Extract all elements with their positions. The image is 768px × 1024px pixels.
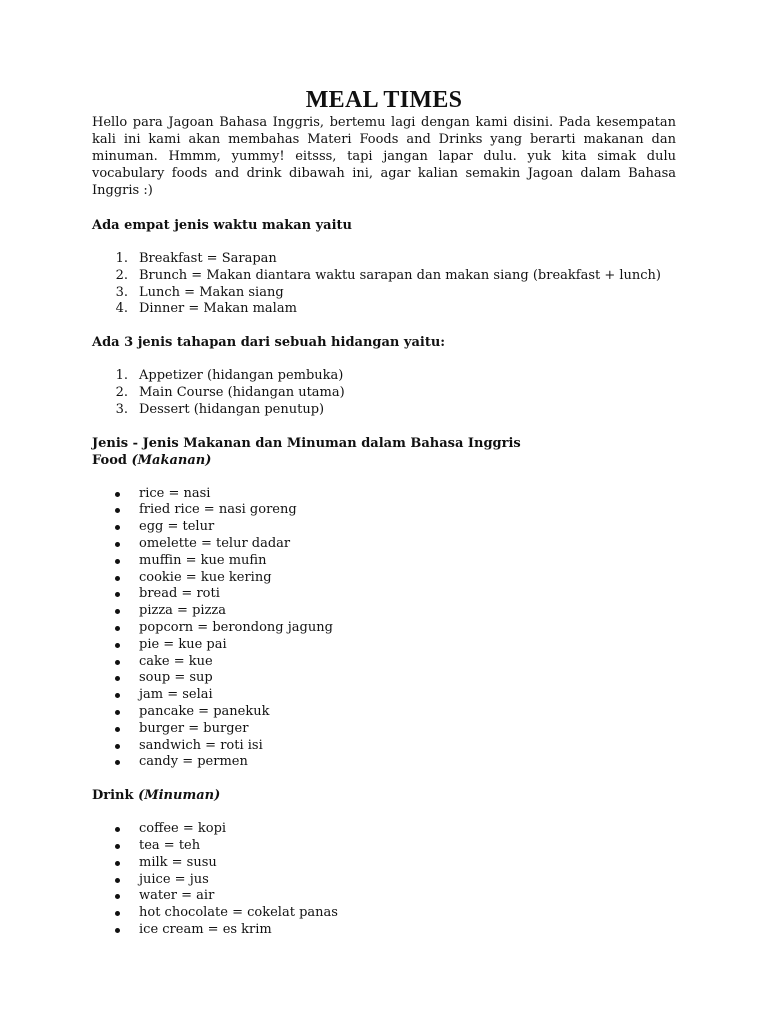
list-item-text: hot chocolate = cokelat panas bbox=[139, 905, 338, 921]
list-item-text: cake = kue bbox=[139, 653, 213, 669]
intro-paragraph: Hello para Jagoan Bahasa Inggris, bertemu lagi dengan kami disini. Pada kesempatan kali ini kami akan membahas Materi Foods and Drinks yang berarti makanan dan minuman. Hmmm, yummy! eitsss, tapi jangan lapar dulu. yuk kita simak dulu vocabulary foods and drink dibawah ini, agar kalian semakin Jagoan dalam Bahasa Inggris :) bbox=[92, 115, 676, 198]
list-item-text: milk = susu bbox=[139, 854, 217, 870]
food-heading-label: Food bbox=[92, 452, 127, 468]
list-item bbox=[92, 905, 676, 922]
bullet-icon bbox=[115, 710, 120, 715]
food-heading bbox=[92, 452, 676, 469]
list-item bbox=[92, 654, 676, 671]
list-item-text: water = air bbox=[139, 888, 215, 904]
list-item-text: Brunch = Makan diantara waktu sarapan dan makan siang (breakfast + lunch) bbox=[139, 267, 662, 283]
page-title: MEAL TIMES bbox=[305, 87, 463, 113]
bullet-icon bbox=[115, 878, 120, 883]
food-heading-translation: (Makanan) bbox=[131, 452, 212, 468]
spacer bbox=[92, 419, 676, 435]
list-item-text: sandwich = roti isi bbox=[139, 737, 263, 753]
list-item bbox=[92, 687, 676, 704]
list-item bbox=[92, 637, 676, 654]
list-item bbox=[92, 536, 676, 553]
meal-times-heading: Ada empat jenis waktu makan yaitu bbox=[92, 218, 352, 233]
food-list bbox=[92, 486, 676, 772]
bullet-icon bbox=[115, 525, 120, 530]
list-item bbox=[92, 301, 676, 318]
bullet-icon bbox=[115, 542, 120, 547]
list-item-text: Lunch = Makan siang bbox=[139, 284, 284, 300]
courses-list bbox=[92, 368, 676, 418]
bullet-icon bbox=[115, 760, 120, 765]
list-item bbox=[92, 385, 676, 402]
list-item bbox=[92, 838, 676, 855]
list-item-text: soup = sup bbox=[139, 670, 213, 686]
bullet-icon bbox=[115, 911, 120, 916]
spacer bbox=[92, 351, 676, 368]
list-item bbox=[92, 519, 676, 536]
drink-heading-label: Drink bbox=[92, 788, 134, 804]
list-number: 4. bbox=[115, 301, 128, 317]
bullet-icon bbox=[115, 492, 120, 497]
list-item bbox=[92, 285, 676, 302]
list-number: 2. bbox=[115, 384, 128, 400]
list-item-text: pie = kue pai bbox=[139, 636, 227, 652]
list-item-text: rice = nasi bbox=[139, 485, 211, 501]
list-item bbox=[92, 872, 676, 889]
list-item bbox=[92, 922, 676, 939]
list-item-text: burger = burger bbox=[139, 720, 249, 736]
bullet-icon bbox=[115, 576, 120, 581]
drink-heading-translation: (Minuman) bbox=[138, 788, 221, 804]
list-item-text: Dessert (hidangan penutup) bbox=[139, 401, 325, 417]
list-item-text: omelette = telur dadar bbox=[139, 535, 291, 551]
list-number: 1. bbox=[115, 251, 128, 266]
spacer bbox=[92, 318, 676, 334]
list-item-text: muffin = kue mufin bbox=[139, 552, 267, 568]
bullet-icon bbox=[115, 609, 120, 614]
drink-heading bbox=[92, 787, 676, 804]
list-item-text: coffee = kopi bbox=[139, 821, 227, 837]
list-item bbox=[92, 553, 676, 570]
list-item-text: cookie = kue kering bbox=[139, 569, 272, 585]
list-item bbox=[92, 670, 676, 687]
list-number: 1. bbox=[115, 368, 128, 384]
bullet-icon bbox=[115, 844, 120, 849]
list-item-text: tea = teh bbox=[139, 837, 201, 853]
list-item bbox=[92, 570, 676, 587]
list-item-text: bread = roti bbox=[139, 586, 220, 602]
list-item-text: pizza = pizza bbox=[139, 603, 227, 619]
document-page bbox=[92, 86, 676, 939]
list-item-text: egg = telur bbox=[139, 519, 215, 535]
list-item-text: Appetizer (hidangan pembuka) bbox=[139, 368, 344, 384]
list-item bbox=[92, 268, 676, 285]
bullet-icon bbox=[115, 559, 120, 564]
list-item bbox=[92, 368, 676, 385]
bullet-icon bbox=[115, 676, 120, 681]
spacer bbox=[92, 804, 676, 821]
courses-heading: Ada 3 jenis tahapan dari sebuah hidangan yaitu: bbox=[92, 335, 446, 351]
bullet-icon bbox=[115, 861, 120, 866]
bullet-icon bbox=[115, 643, 120, 648]
list-item bbox=[92, 754, 676, 771]
list-item bbox=[92, 620, 676, 637]
bullet-icon bbox=[115, 660, 120, 665]
list-item-text: fried rice = nasi goreng bbox=[139, 502, 297, 518]
list-item-text: candy = permen bbox=[139, 754, 248, 770]
list-item bbox=[92, 402, 676, 419]
list-item bbox=[92, 486, 676, 503]
list-item-text: pancake = panekuk bbox=[139, 703, 270, 719]
list-item-text: popcorn = berondong jagung bbox=[139, 619, 333, 635]
meal-times-list bbox=[92, 251, 676, 318]
list-number: 3. bbox=[115, 284, 128, 300]
list-item bbox=[92, 251, 676, 268]
list-item-text: Breakfast = Sarapan bbox=[139, 251, 277, 266]
list-item bbox=[92, 721, 676, 738]
food-drink-section-heading: Jenis - Jenis Makanan dan Minuman dalam Bahasa Inggris bbox=[92, 435, 521, 451]
bullet-icon bbox=[115, 744, 120, 749]
list-item-text: Dinner = Makan malam bbox=[139, 301, 297, 317]
list-item bbox=[92, 586, 676, 603]
bullet-icon bbox=[115, 928, 120, 933]
bullet-icon bbox=[115, 727, 120, 732]
list-item-text: ice cream = es krim bbox=[139, 921, 272, 937]
list-number: 3. bbox=[115, 401, 128, 417]
list-item bbox=[92, 738, 676, 755]
list-item-text: Main Course (hidangan utama) bbox=[139, 384, 345, 400]
spacer bbox=[92, 469, 676, 486]
list-item bbox=[92, 502, 676, 519]
list-item bbox=[92, 603, 676, 620]
drink-list bbox=[92, 821, 676, 939]
list-number: 2. bbox=[115, 267, 128, 283]
list-item bbox=[92, 888, 676, 905]
bullet-icon bbox=[115, 693, 120, 698]
list-item-text: jam = selai bbox=[139, 687, 213, 703]
bullet-icon bbox=[115, 592, 120, 597]
list-item-text: juice = jus bbox=[139, 871, 209, 887]
bullet-icon bbox=[115, 827, 120, 832]
bullet-icon bbox=[115, 508, 120, 513]
spacer bbox=[92, 234, 676, 251]
list-item bbox=[92, 821, 676, 838]
list-item bbox=[92, 704, 676, 721]
list-item bbox=[92, 855, 676, 872]
spacer bbox=[92, 771, 676, 787]
bullet-icon bbox=[115, 894, 120, 899]
bullet-icon bbox=[115, 626, 120, 631]
